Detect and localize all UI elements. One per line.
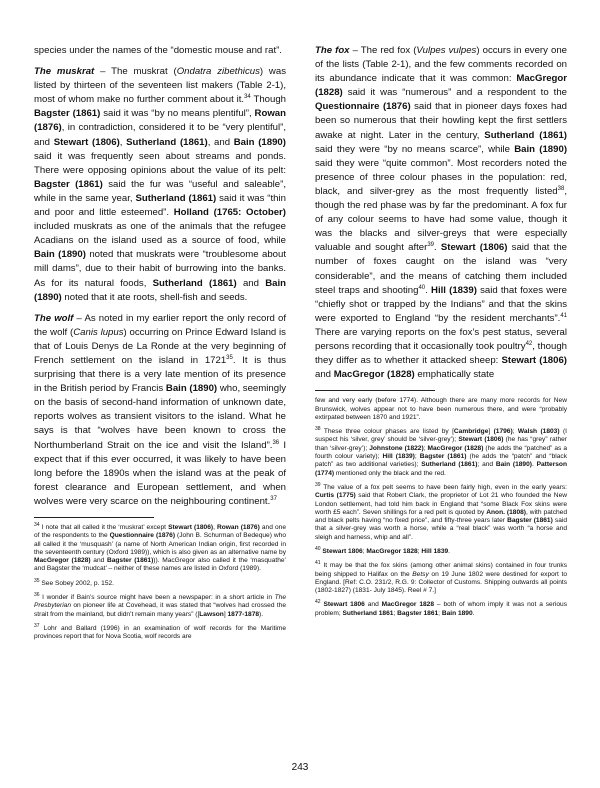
citation: Bagster (1861): [106, 557, 154, 565]
footnote-41: [315, 562, 567, 595]
text-run: , with patched and black pelts having “no fixed price”, and fifty-three years later: [315, 508, 567, 525]
footnote-ref: 34: [244, 94, 251, 101]
footnote-35: [34, 577, 286, 588]
citation: Stewart (1806): [501, 355, 567, 367]
text-run: ;: [417, 548, 422, 555]
text-run: and: [236, 277, 266, 289]
citation: Sutherland 1861: [342, 609, 394, 617]
text-run: .: [425, 284, 432, 296]
text-run: , in contradiction, considered it to be “very plentiful”, and: [34, 122, 286, 148]
citation: Bain (1890): [233, 136, 286, 148]
text-run: There are varying reports on the fox’s pest status, several persons recording that it occasionally took poultry: [315, 326, 567, 352]
text-run: See Sobey 2002, p. 152.: [39, 579, 114, 587]
page-number: 243: [291, 762, 309, 773]
text-run: ;: [512, 428, 518, 436]
footnote-ref: 42: [525, 340, 533, 347]
left-column: [34, 44, 286, 648]
citation: MacGregor (1828): [333, 369, 415, 381]
citation: Bain (1890): [34, 249, 86, 261]
text-run: (he adds the “patch” and “black patch” as two additional varieties);: [315, 453, 567, 469]
text-run: included muskrats as one of the animals that the refugee Acadians on the island used as a source of food, while: [34, 221, 286, 247]
text-run: said it was “thin and poor and little esteemed”.: [34, 192, 286, 219]
citation: Patterson (1774): [315, 461, 567, 477]
text-run: and one of the respondents to the: [34, 524, 286, 540]
citation: MacGregor (1828): [34, 557, 91, 565]
citation: 1877-1878: [227, 610, 260, 618]
citation: Holland (1765: October): [173, 207, 286, 219]
footnote-number: 37: [34, 622, 40, 629]
citation: Bain (1890): [165, 383, 218, 395]
publication-title: The Presbyterian: [34, 594, 286, 610]
text-run: and: [315, 369, 334, 381]
text-run: Lohr and Ballard (1996) in an examination of wolf records for the Maritime provinces report that for Nova Scotia, wolf records are: [34, 624, 286, 641]
footnote-number: 40: [315, 545, 321, 552]
citation: Bain (1890): [495, 461, 532, 469]
muskrat-paragraph: [34, 65, 286, 305]
footnote-ref: 35: [226, 354, 233, 361]
text-run: , and: [207, 136, 234, 148]
footnote-number: 38: [315, 425, 321, 432]
footnote-34: [34, 521, 286, 574]
text-run: said that Robert Clark, the proprietor of Lot 21 who founded the New London settlement, had told him back in England that “some Black Fox skins were worth £5 each”. Seven shillings for a red pelt is quoted by: [315, 492, 568, 516]
text-run: ) was listed by thirteen of the seventeen list makers (Table 2-1), most of whom make no further comment about it.: [34, 66, 286, 106]
footnote-divider: [34, 517, 154, 518]
text-run: said it was “numerous” and a respondent to the: [342, 87, 567, 99]
citation: Rowan (1876): [217, 524, 260, 531]
text-run: said the fur was “useful and saleable”, while in the same year,: [34, 178, 286, 204]
text-run: noted that muskrats were “troublesome about mill dams”, due to their habit of burrowing into the banks. As for its natural foods,: [34, 249, 286, 289]
sci-name: Canis lupus: [73, 326, 124, 338]
footnote-divider: [315, 390, 435, 391]
text-run: said that a silver-grey was worth a horse, while a “real black” was worth “a horse and sleigh and harness, whip and all”.: [315, 517, 567, 541]
text-run: said it was “by no means plentiful”,: [100, 108, 255, 120]
sci-name: Vulpes vulpes: [416, 45, 477, 56]
footnote-ref: 37: [270, 495, 277, 502]
text-run: (I suspect his ‘silver, grey’ should be ‘silver-grey’);: [315, 428, 567, 444]
text-run: ; and: [477, 461, 496, 469]
text-run: .: [448, 548, 450, 555]
text-run: and: [364, 601, 382, 609]
text-run: on 19 June 1802 were destined for export to England. [Ref: C.O. 231/2, R.G. 9: Collector of Customs. Shipping outwards all points (1802-1827) (1831- July 1845). Reel # 7.]: [315, 570, 567, 595]
footnote-ref: 39: [427, 242, 435, 249]
citation: Stewart 1806: [322, 548, 363, 555]
citation: Sutherland (1861): [484, 129, 567, 141]
citation: Bagster (1861): [34, 178, 103, 190]
text-run: ]: [223, 610, 228, 618]
text-run: noted that it ate roots, shell-fish and seeds.: [61, 291, 248, 303]
right-column: [315, 44, 567, 624]
footnote-number: 35: [34, 577, 40, 584]
citation: Stewart (1806): [440, 242, 508, 254]
text-run: who, seemingly on the basis of second-hand information of unknown date, reports wolves as transient visitors to the island. What he says is that “wolves have been known to cross the Northumberland Strait on the ice and visit the Island”.: [34, 383, 286, 451]
fox-paragraph: [315, 44, 567, 382]
text-run: )). MacGregor also called it the ‘masquathe’ and Bagster the ‘mudcat’ – neither of these names are listed in Oxford (1989).: [34, 557, 286, 573]
text-run: It may be that the fox skins (among other animal skins) contained in four trunks being shipped to Halifax on the: [315, 562, 567, 578]
text-run: ;: [438, 609, 442, 617]
footnote-39: [315, 481, 568, 542]
citation: Johnstone (1822): [369, 444, 424, 452]
footnote-37: [34, 622, 286, 642]
footnote-ref: 36: [272, 439, 280, 446]
text-run: , though they differ as to whether it attacked sheep:: [315, 340, 567, 367]
text-run: I wonder if Bain’s source might have been a newspaper: in a short article in: [39, 594, 275, 602]
citation: Anon. (1808): [486, 508, 526, 516]
citation: Bagster (1861): [419, 453, 467, 461]
citation: Questionnaire (1876): [109, 532, 176, 540]
footnote-40: [315, 545, 567, 556]
citation: Sutherland (1861): [135, 192, 217, 204]
wolf-heading: The wolf: [34, 312, 74, 324]
citation: Sutherland (1861): [126, 136, 208, 148]
text-run: ;: [393, 609, 398, 617]
footnote-37-continued: few and very early (before 1774). Although there are many more records for New Brunswick, wolves appear not to have been numerous there, and were “probably extirpated between 1870 and 1921”.: [315, 397, 567, 421]
citation: Sutherland (1861): [152, 277, 237, 289]
text-run: on pioneer life at Covehead, it was stated that “wolves had crossed the strait from the mainland, but didn’t remain many years” ([: [34, 602, 286, 618]
citation: Rowan (1876): [34, 108, 286, 134]
text-run: I expect that if this ever occurred, it was likely to have been long before the 1890s when the island was at the peak of forest clearance and European settlement, and when wolves were very scarce on the neighbouring continent.: [34, 439, 286, 507]
citation: Stewart 1806: [323, 601, 365, 609]
citation: Questionnaire (1876): [315, 101, 411, 113]
text-run: said that in pioneer days foxes had been so numerous that their howling kept the first settlers awake at night. Later in the century,: [315, 101, 567, 141]
footnote-38: [315, 425, 567, 478]
text-run: (John B. Schurman of Bedeque) who all called it the ‘musquash’ (a name of North American Indian origin, first recorded in the seventeenth century (Oxford 1989)), which is also given as an alternative name by: [34, 532, 286, 556]
text-run: said they were “quite common”. Most recorders noted the presence of three colour phases in the population: red, black, and silver-grey as the most frequently listed: [315, 157, 567, 197]
citation: Hill 1839: [421, 548, 449, 555]
fox-heading: The fox: [315, 45, 350, 56]
footnote-number: 34: [34, 521, 40, 528]
text-run: The value of a fox pelt seems to have been fairly high, even in the early years:: [320, 483, 567, 491]
citation: MacGregor 1828: [366, 548, 418, 555]
text-run: ,: [119, 136, 127, 148]
footnote-42: [315, 601, 567, 618]
citation: Stewart (1806): [53, 136, 120, 148]
muskrat-heading: The muskrat: [34, 66, 95, 78]
footnote-number: 39: [315, 481, 321, 488]
text-run: – The muskrat (: [94, 66, 177, 78]
footnote-ref: 40: [418, 284, 426, 291]
citation: MacGregor (1828): [315, 73, 567, 99]
sci-name: Ondatra zibethicus: [176, 66, 260, 78]
citation: Stewart (1806): [458, 436, 504, 444]
footnote-ref: 41: [560, 312, 567, 319]
citation: Cambridge: [453, 428, 489, 436]
footnote-number: 42: [315, 599, 321, 606]
text-run: , though the red phase was by far the predominant. A fox fur of any colour seems to have had some value, though it was the blacks and silver-greys that were especially valuable and sought after: [315, 185, 567, 254]
footnote-ref: 38: [557, 185, 565, 192]
text-run: .: [434, 242, 441, 254]
citation: Curtis (1775): [315, 492, 356, 500]
citation: Walsh (1803): [517, 428, 560, 436]
citation: Lawson: [199, 610, 224, 618]
text-run: said they were “by no means scarce”, while: [315, 143, 515, 155]
citation: Bagster 1861: [397, 609, 439, 617]
text-run: .: [472, 609, 475, 617]
text-run: ,: [213, 524, 217, 531]
wolf-paragraph: [34, 312, 286, 509]
text-run: ;: [414, 453, 420, 461]
footnote-number: 41: [315, 560, 321, 567]
text-run: – As noted in my earlier report the only record of the wolf (: [34, 312, 287, 338]
citation: MacGregor 1828: [381, 601, 435, 609]
footnote-36: [34, 591, 286, 619]
text-run: ;: [423, 444, 428, 452]
text-run: Though: [250, 94, 286, 106]
citation: Bain (1890): [514, 143, 568, 155]
citation: Bagster (1861): [507, 517, 553, 525]
citation: Hill (1839): [431, 284, 477, 296]
citation: Bagster (1861): [34, 108, 101, 120]
citation: Bain 1890: [441, 609, 473, 617]
text-run: ) occurring on Prince Edward Island is that of Louis Denys de La Ronde at the very beginning of French settlement on the island in 1721: [34, 326, 286, 366]
text-run: .: [531, 461, 537, 469]
text-run: and: [90, 557, 107, 565]
intro-paragraph: species under the names of the “domestic mouse and rat”.: [34, 45, 282, 56]
text-run: emphatically state: [414, 369, 495, 381]
text-run: (he adds the “patched” as a fourth colour variety);: [315, 444, 567, 461]
citation: MacGregor (1828): [427, 444, 484, 452]
text-run: These three colour phases are listed by [: [320, 428, 454, 436]
text-run: ;: [362, 548, 367, 555]
ship-name: Betsy: [412, 570, 429, 578]
footnote-number: 36: [34, 591, 40, 598]
text-run: said it was frequently seen about streams and ponds. There were opposing opinions about the value of its pelt:: [34, 150, 286, 176]
text-run: I note that all called it the ‘muskrat’ except: [39, 524, 169, 531]
citation: Stewart (1806): [168, 524, 214, 531]
citation: Hill (1839): [382, 453, 415, 461]
text-run: mentioned only the black and the red.: [334, 469, 446, 477]
citation: (1796): [493, 428, 513, 436]
text-run: ).: [259, 610, 264, 618]
text-run: said that the number of foxes caught on the island was “very considerable”, and the means of catching them included steel traps and shooting: [315, 242, 567, 296]
text-run: – both of whom imply it was not a serious problem;: [315, 601, 568, 617]
text-run: . It is thus surprising that there is a very late mention of its presence in the British period by Francis: [34, 354, 286, 395]
text-run: said that foxes were “chiefly shot or trapped by the Indians” and that the skins were exported to England “by the resident merchants”.: [315, 284, 567, 324]
text-run: ) occurs in every one of the lists (Table 2-1), and the few comments recorded on its abundance indicate that it was common:: [315, 45, 567, 85]
citation: Sutherland (1861): [421, 461, 478, 469]
text-run: (he has “grey” rather than ‘silver-grey’);: [315, 436, 567, 452]
citation: Bain (1890): [34, 277, 286, 303]
text-run: – The red fox (: [349, 45, 417, 56]
text-run: ]: [488, 428, 494, 436]
